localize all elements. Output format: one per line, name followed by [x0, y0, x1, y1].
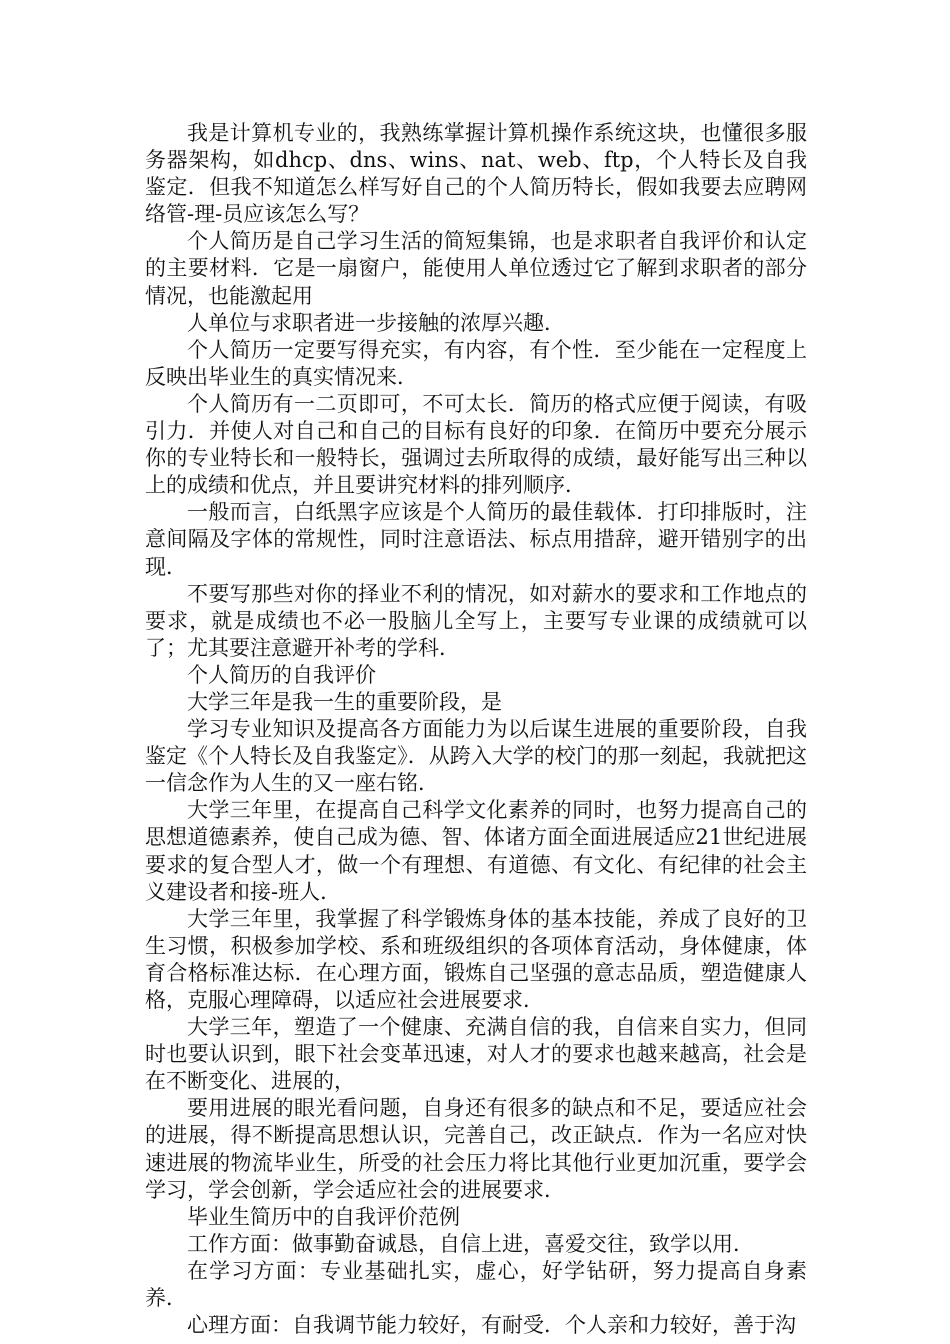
paragraph-resume-format: 一般而言，白纸黑字应该是个人简历的最佳载体．打印排版时，注意间隔及字体的常规性，同时注意语法、标点用措辞，避开错别字的出现．	[145, 500, 807, 579]
paragraph-confidence: 大学三年，塑造了一个健康、充满自信的我，自信来自实力，但同时也要认识到，眼下社会变革迅速，对人才的要求也越来越高，社会是在不断变化、进展的，	[145, 1015, 807, 1094]
paragraph-intro-question: 我是计算机专业的，我熟练掌握计算机操作系统这块，也懂很多服务器架构，如dhcp、dns、wins、nat、web、ftp，个人特长及自我鉴定．但我不知道怎么样写好自己的个人简历特长，假如我要去应聘网络管-理-员应该怎么写？	[145, 121, 807, 227]
paragraph-study-aspect: 在学习方面：专业基础扎实，虚心，好学钻研，努力提高自身素养．	[145, 1258, 807, 1311]
paragraph-resume-length: 个人简历有一二页即可，不可太长．简历的格式应便于阅读，有吸引力．并使人对自己和自己的目标有良好的印象．在简历中要充分展示你的专业特长和一般特长，强调过去所取得的成绩，最好能写出三种以上的成绩和优点，并且要讲究材料的排列顺序．	[145, 391, 807, 498]
paragraph-resume-content: 个人简历一定要写得充实，有内容，有个性．至少能在一定程度上反映出毕业生的真实情况来．	[145, 337, 807, 389]
paragraph-resume-definition: 个人简历是自己学习生活的简短集锦，也是求职者自我评价和认定的主要材料．它是一扇窗户，能使用人单位透过它了解到求职者的部分情况，也能激起用	[145, 229, 807, 308]
paragraph-three-years: 大学三年是我一生的重要阶段，是	[187, 689, 502, 714]
section-heading-self-evaluation: 个人简历的自我评价	[187, 662, 376, 687]
paragraph-study-knowledge: 学习专业知识及提高各方面能力为以后谋生进展的重要阶段，自我鉴定《个人特长及自我鉴定》．从跨入大学的校门的那一刻起，我就把这一信念作为人生的又一座右铭．	[145, 717, 807, 796]
paragraph-resume-avoid: 不要写那些对你的择业不利的情况，如对薪水的要求和工作地点的要求，就是成绩也不必一股脑儿全写上，主要写专业课的成绩就可以了；尤其要注意避开补考的学科．	[145, 581, 807, 660]
section-heading-examples: 毕业生简历中的自我评价范例	[187, 1204, 460, 1229]
paragraph-moral-quality: 大学三年里，在提高自己科学文化素养的同时，也努力提高自己的思想道德素养，使自己成为德、智、体诸方面全面进展适应21世纪进展要求的复合型人才，做一个有理想、有道德、有文化、有纪律的社会主义建设者和接-班人．	[145, 798, 807, 904]
paragraph-work-aspect: 工作方面：做事勤奋诚恳，自信上进，喜爱交往，致学以用．	[187, 1231, 754, 1256]
paragraph-development: 要用进展的眼光看问题，自身还有很多的缺点和不足，要适应社会的进展，得不断提高思想认识，完善自己，改正缺点．作为一名应对快速进展的物流毕业生，所受的社会压力将比其他行业更加沉重，要学会学习，学会创新，学会适应社会的进展要求．	[145, 1096, 807, 1202]
paragraph-physical-health: 大学三年里，我掌握了科学锻炼身体的基本技能，养成了良好的卫生习惯，积极参加学校、系和班级组织的各项体育活动，身体健康，体育合格标准达标．在心理方面，锻炼自己坚强的意志品质，塑造健康人格，克服心理障碍，以适应社会进展要求．	[145, 906, 807, 1012]
paragraph-psychology-aspect: 心理方面：自我调节能力较好，有耐受．个人亲和力较好，善于沟	[187, 1313, 796, 1338]
document-body	[145, 120, 807, 1339]
paragraph-resume-definition-cont: 人单位与求职者进一步接触的浓厚兴趣．	[187, 310, 565, 335]
